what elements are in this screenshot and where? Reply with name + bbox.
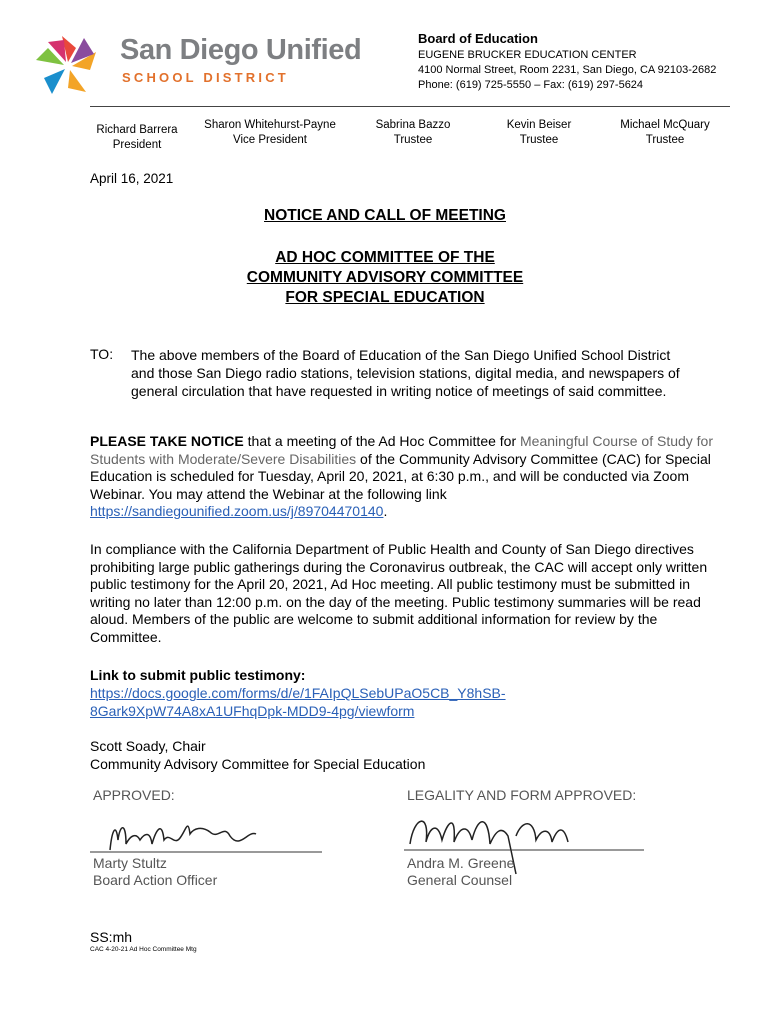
link-line: https://docs.google.com/forms/d/e/1FAIpQLSebUPaO5CB_Y8hSB- xyxy=(90,685,506,701)
counsel-title: General Counsel xyxy=(407,872,513,888)
member-name: Michael McQuary xyxy=(620,119,710,131)
committee-topic: Meaningful Course of Study for Students with Moderate/Severe Disabilities xyxy=(90,433,714,467)
chair-title: Community Advisory Committee for Special Education xyxy=(90,756,426,772)
member-name: Sabrina Bazzo xyxy=(375,119,451,131)
board-member xyxy=(200,118,340,148)
link-line: 8Gark9XpW74A8xA1UFhqDpk-MDD9-4pg/viewform xyxy=(90,702,415,719)
board-member xyxy=(494,118,584,148)
logo-petal xyxy=(44,69,65,94)
center-name: EUGENE BRUCKER EDUCATION CENTER xyxy=(418,49,637,61)
notice-text: . xyxy=(383,503,388,519)
notice-text: of the Community Advisory Committee (CAC) for Special Education is scheduled for Tuesday, April 20, 2021, at 6:30 p.m., and will be conducted via Zoom Webinar. You may attend the Webinar at the following link xyxy=(90,450,711,502)
phone-fax: Phone: (619) 725-5550 – Fax: (619) 297-5624 xyxy=(418,79,644,91)
zoom-webinar-link[interactable]: https://sandiegounified.zoom.us/j/89704470140 xyxy=(90,503,384,519)
member-role: Trustee xyxy=(393,134,433,146)
approved-label: APPROVED: xyxy=(93,787,175,803)
member-name: Sharon Whitehurst-Payne xyxy=(204,119,336,131)
district-logo xyxy=(30,28,110,100)
org-subtitle: SCHOOL DISTRICT xyxy=(122,70,289,85)
testimony-label: Link to submit public testimony: xyxy=(90,667,306,683)
notice-paragraph xyxy=(90,433,730,521)
member-role: President xyxy=(112,139,162,151)
testimony-form-link[interactable] xyxy=(90,685,730,720)
board-member xyxy=(368,118,458,148)
board-title: Board of Education xyxy=(418,31,538,46)
notice-lead: PLEASE TAKE NOTICE xyxy=(90,433,244,449)
to-label: TO: xyxy=(90,346,114,362)
board-member xyxy=(610,118,720,148)
committee-heading-line: COMMUNITY ADVISORY COMMITTEE xyxy=(246,269,524,286)
org-name: San Diego Unified xyxy=(120,34,362,66)
document-reference: CAC 4-20-21 Ad Hoc Committee Mtg xyxy=(90,946,197,953)
to-recipients: The above members of the Board of Education of the San Diego Unified School District and those San Diego radio stations, television stations, digital media, and newspapers of general circulation that have requested in writing notice of meetings of said committee. xyxy=(131,347,680,399)
member-role: Trustee xyxy=(645,134,685,146)
notice-text: that a meeting of the Ad Hoc Committee for xyxy=(243,433,521,449)
committee-heading-line: FOR SPECIAL EDUCATION xyxy=(285,289,485,306)
header-divider xyxy=(90,106,730,107)
approved-signature xyxy=(90,810,340,858)
logo-petal xyxy=(68,70,86,92)
board-contact-block xyxy=(418,30,716,93)
approver-name: Marty Stultz xyxy=(93,855,167,871)
member-role: Vice President xyxy=(233,134,307,146)
address: 4100 Normal Street, Room 2231, San Diego, CA 92103-2682 xyxy=(418,64,717,76)
counsel-name: Andra M. Greene xyxy=(407,855,515,871)
legality-label: LEGALITY AND FORM APPROVED: xyxy=(407,787,637,803)
notice-heading: NOTICE AND CALL OF MEETING xyxy=(264,207,506,224)
board-member xyxy=(92,123,182,153)
typist-initials: SS:mh xyxy=(90,929,133,945)
committee-heading-line: AD HOC COMMITTEE OF THE xyxy=(275,249,495,266)
letter-date: April 16, 2021 xyxy=(90,171,174,186)
member-name: Richard Barrera xyxy=(96,124,178,136)
chair-name: Scott Soady, Chair xyxy=(90,738,206,754)
approver-title: Board Action Officer xyxy=(93,872,218,888)
member-role: Trustee xyxy=(519,134,559,146)
member-name: Kevin Beiser xyxy=(506,119,572,131)
compliance-paragraph: In compliance with the California Department of Public Health and County of San Diego directives prohibiting large public gatherings during the Coronavirus outbreak, the CAC will accept only written public testimony for the April 20, 2021, Ad Hoc meeting. All public testimony must be submitted in writing no later than 12:00 p.m. on the day of the meeting. Public testimony summaries will be read aloud. Members of the public are welcome to submit additional information for review by the Committee. xyxy=(90,541,708,645)
